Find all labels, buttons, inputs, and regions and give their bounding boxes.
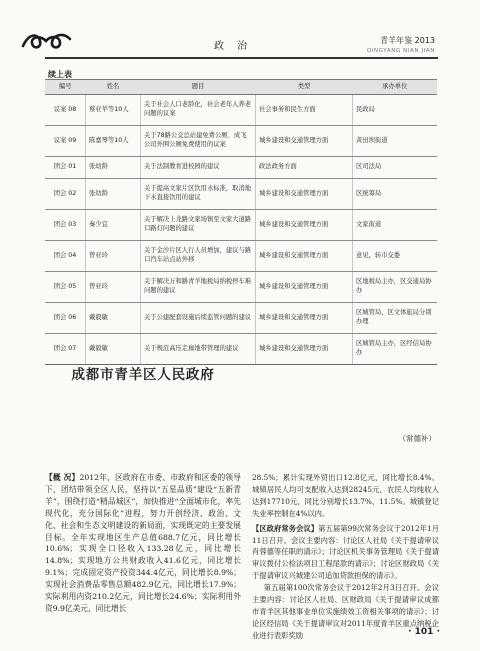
meeting-paragraph-2: 第五届第100次常务会议于2012年2月3日召开。会议主要内容：讨论区人社局、区财政局《关于提请审议成都市青羊区其他事业单位实施绩效工资相关事项的请示》；讨论区经信局《关于提请审议对2011年度青羊区重点纳税企业进行表彰奖励 — [252, 583, 439, 640]
meeting-text: 第五届第99次常务会议于2012年1月11日召开。会议主要内容：讨论区人社局《关于提请审议肖蓉德等任职的请示》；讨论区机关事务管理局《关于提请审议拨付公检法项目工程尾款的请示》；讨论区财政局《关于提请审议兴城建公司追加贷款担保的请示》。 — [252, 523, 440, 581]
cell-code: 团会 03 — [45, 210, 86, 241]
meeting-label: 【区政府常务会议】 — [252, 523, 319, 533]
right-column — [252, 472, 439, 642]
proposals-table — [45, 79, 437, 365]
cell-code: 团会 06 — [45, 303, 86, 334]
overview-continuation: 28.5%；累计实现外贸出口12.8亿元，同比增长8.4%。城镇居民人均可支配收入达到28245元，农民人均纯收入达到17710元，同比分别增长13.7%、11.5%。城镇登记失业率控制在4%以内。 — [252, 473, 439, 518]
cell-code: 团会 07 — [45, 334, 86, 365]
cell-title: 关于公建配套设施后续监管问题的建议 — [141, 303, 256, 334]
table-row — [45, 272, 437, 303]
cell-unit: 黄田坝街道 — [353, 126, 438, 157]
cell-type: 城乡建设和交通管理方面 — [256, 303, 353, 334]
cell-type: 政法政务方面 — [256, 157, 353, 179]
cell-unit: 文家街道 — [353, 210, 438, 241]
section-title: 政 治 — [214, 41, 253, 52]
cell-type: 社会事务和民生方面 — [256, 95, 353, 126]
cell-name: 曾亚玲 — [86, 241, 141, 272]
table-row — [45, 157, 437, 179]
table-row — [45, 95, 437, 126]
header-rule — [45, 57, 438, 59]
cell-unit: 民政局 — [353, 95, 438, 126]
cell-title: 关于解决万和路青羊地税局纳税停车难问题的建议 — [141, 272, 256, 303]
cell-title: 关于社会人口老龄化，社会老年人养老问题的议案 — [141, 95, 256, 126]
cell-code: 团会 04 — [45, 241, 86, 272]
table-caption: 续上表 — [48, 70, 72, 79]
col-header-type: 类型 — [256, 80, 353, 95]
yearbook-title-en: QINGYANG NIAN JIAN — [366, 48, 435, 54]
col-header-code: 编号 — [45, 80, 86, 95]
yearbook-title — [367, 36, 435, 56]
table-row — [45, 303, 437, 334]
cell-title: 关于法制教育进校园的建议 — [141, 157, 256, 179]
overview-label: 【概 况】 — [45, 473, 80, 482]
cell-name: 蔡亚苹等10人 — [86, 95, 141, 126]
cell-title: 关于78路公交总站建免费公厕、成飞公司外围公厕免费使用的议案 — [141, 126, 256, 157]
cell-name: 陈嘉琴等10人 — [86, 126, 141, 157]
cell-unit: 区城管局、区文体旅局分别办理 — [353, 303, 438, 334]
cell-name: 张幼龄 — [86, 157, 141, 179]
cell-unit: 区司法局 — [353, 157, 438, 179]
cell-name: 曾亚玲 — [86, 272, 141, 303]
cell-type: 城乡建设和交通管理方面 — [256, 179, 353, 210]
col-header-title: 题目 — [141, 80, 256, 95]
author-note: （常德补） — [398, 434, 436, 443]
yearbook-logo-icon — [20, 30, 72, 52]
cell-code: 团会 05 — [45, 272, 86, 303]
overview-paragraph — [45, 472, 241, 615]
cell-code: 议案 08 — [45, 95, 86, 126]
cell-type: 城乡建设和交通管理方面 — [256, 334, 353, 365]
cell-name: 秦少宜 — [86, 210, 141, 241]
cell-name: 张幼龄 — [86, 179, 141, 210]
col-header-unit: 承办单位 — [353, 80, 438, 95]
table-row — [45, 334, 437, 365]
cell-name: 戴毅敏 — [86, 334, 141, 365]
cell-title: 关于金沙片区人行人员增加，建议与路口汽车站点站外移 — [141, 241, 256, 272]
cell-title: 关于解决上龙路文家场镇至文家大道路口路灯问题的建议 — [141, 210, 256, 241]
table-row — [45, 126, 437, 157]
meeting-paragraph — [252, 523, 439, 583]
cell-type: 城乡建设和交通管理方面 — [256, 126, 353, 157]
overview-text: 2012年，区政府在市委、市政府和区委的领导下，团结带领全区人民，坚持以“五星品质”建设“五新青羊”，围绕打造“精品城区”，加快推进“全面城市化，率先现代化，充分国际化”进程，努力开创经济、政治、文化、社会和生态文明建设的新局面，实现既定的主要发展目标。全年实现地区生产总值688.7亿元，同比增长10.6%；实现全口径收入133.28亿元，同比增长14.8%；实现地方公共财政收入41.6亿元，同比增长9.1%；完成固定资产投资344.4亿元，同比增长8.9%；实现社会消费品零售总额482.9亿元，同比增长17.9%；实际利用内资210.2亿元，同比增长24.6%；实际利用外资9.9亿美元，同比增长 — [45, 473, 241, 613]
table-header-row — [45, 80, 437, 95]
cell-code: 团会 01 — [45, 157, 86, 179]
cell-unit: 区统筹局 — [353, 179, 438, 210]
cell-type: 城乡建设和交通管理方面 — [256, 241, 353, 272]
cell-title: 关于提高文家片区饮用水标准，取消地下水直接饮用的建议 — [141, 179, 256, 210]
table-row — [45, 179, 437, 210]
table-row — [45, 210, 437, 241]
cell-name: 戴毅敏 — [86, 303, 141, 334]
page-number: · 101 · — [408, 627, 440, 637]
left-column — [45, 472, 241, 615]
cell-code: 议案 09 — [45, 126, 86, 157]
yearbook-title-cn: 青羊年鉴 2013 — [380, 36, 435, 45]
cell-unit: 区城管局主办，区经信局协办 — [353, 334, 438, 365]
cell-unit: 意见，转市交委 — [353, 241, 438, 272]
cell-type: 城乡建设和交通管理方面 — [256, 210, 353, 241]
cell-unit: 区地税局主办，区交通局协办 — [353, 272, 438, 303]
article-title: 成都市青羊区人民政府 — [71, 367, 215, 383]
table-row — [45, 241, 437, 272]
col-header-name: 姓名 — [86, 80, 141, 95]
cell-code: 团会 02 — [45, 179, 86, 210]
cell-type: 城乡建设和交通管理方面 — [256, 272, 353, 303]
cell-title: 关于规范高压走廊地带管理的建议 — [141, 334, 256, 365]
